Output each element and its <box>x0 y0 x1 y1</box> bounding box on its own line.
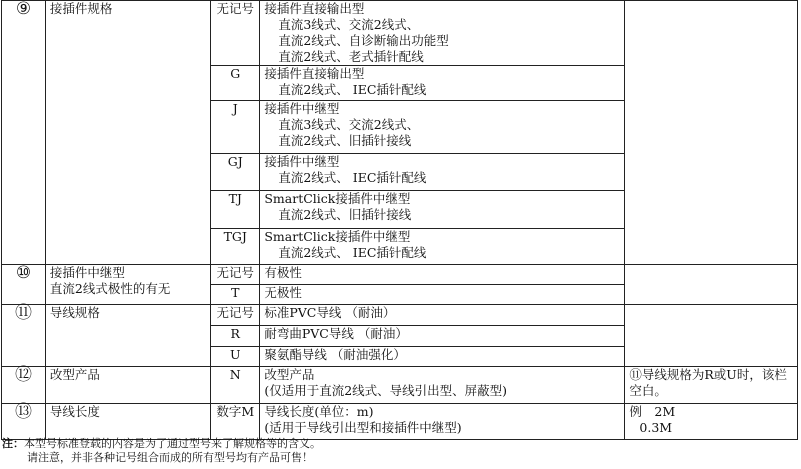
spec-code: TGJ <box>211 229 260 265</box>
spec-remark <box>625 1 798 265</box>
desc-line: 直流2线式、 IEC插针配线 <box>278 82 427 97</box>
desc-line: 接插件中继型 <box>264 101 340 116</box>
desc-line: 直流2线式、自诊断输出功能型 <box>278 33 449 48</box>
spec-name-line: 导线长度 <box>49 404 100 419</box>
spec-description <box>260 285 625 305</box>
spec-name-line: 直流2线式极性的有无 <box>49 281 171 296</box>
desc-line: 接插件中继型 <box>264 154 340 169</box>
desc-line: (适用于导线引出型和接插件中继型) <box>264 420 462 435</box>
spec-name <box>45 265 210 305</box>
table-row <box>2 305 798 326</box>
table-row <box>2 1 798 66</box>
spec-description <box>260 191 625 229</box>
footnote <box>2 437 321 465</box>
spec-description <box>260 66 625 101</box>
spec-description <box>260 347 625 367</box>
desc-line: 直流2线式、 IEC插针配线 <box>278 245 427 260</box>
remark-line: ⑪导线规格为R或U时，该栏 <box>629 367 787 382</box>
desc-line: SmartClick接插件中继型 <box>264 191 411 206</box>
desc-line: 直流2线式、旧插针接线 <box>278 207 412 222</box>
desc-line: 有极性 <box>264 265 302 280</box>
desc-line: 耐弯曲PVC导线 （耐油） <box>264 326 408 341</box>
spec-description <box>260 404 625 440</box>
spec-code: 无记号 <box>211 265 260 285</box>
table-row <box>2 265 798 285</box>
spec-code: 无记号 <box>211 305 260 326</box>
row-number: ⑫ <box>2 367 46 404</box>
desc-line: 直流2线式、老式插针配线 <box>278 49 424 64</box>
desc-line: 直流2线式、旧插针接线 <box>278 133 412 148</box>
spec-name <box>45 404 210 440</box>
desc-line: 直流3线式、交流2线式、 <box>278 117 420 132</box>
spec-code: GJ <box>211 154 260 191</box>
spec-description <box>260 229 625 265</box>
spec-name <box>45 305 210 367</box>
desc-line: 导线长度(单位：m) <box>264 404 374 419</box>
spec-remark <box>625 404 798 440</box>
spec-code: 数字M <box>211 404 260 440</box>
spec-code: N <box>211 367 260 404</box>
spec-name-line: 接插件规格 <box>49 1 113 16</box>
spec-name-line: 接插件中继型 <box>49 265 125 280</box>
desc-line: 标准PVC导线 （耐油） <box>264 305 396 320</box>
desc-line: (仅适用于直流2线式、导线引出型、屏蔽型) <box>264 383 508 398</box>
desc-line: 聚氨酯导线 （耐油强化） <box>264 347 406 362</box>
spec-code: G <box>211 66 260 101</box>
spec-code: R <box>211 326 260 347</box>
spec-remark <box>625 367 798 404</box>
row-number: ⑪ <box>2 305 46 367</box>
model-spec-table <box>1 0 798 440</box>
spec-name-line: 导线规格 <box>49 305 100 320</box>
spec-remark <box>625 305 798 367</box>
spec-description <box>260 101 625 154</box>
spec-remark <box>625 265 798 305</box>
spec-name <box>45 1 210 265</box>
row-number: ⑨ <box>2 1 46 265</box>
footnote-label: 注： <box>2 437 24 450</box>
row-number: ⑬ <box>2 404 46 440</box>
spec-description <box>260 305 625 326</box>
remark-line: 例 2M <box>629 404 676 419</box>
table-row <box>2 367 798 404</box>
desc-line: SmartClick接插件中继型 <box>264 229 411 244</box>
footnote-text: 本型号标准登载的内容是为了通过型号来了解规格等的含义。 <box>24 437 321 450</box>
desc-line: 直流3线式、交流2线式、 <box>278 17 420 32</box>
spec-name-line: 改型产品 <box>49 367 100 382</box>
footnote-line-2: 请注意，并非各种记号组合而成的所有型号均有产品可售！ <box>27 451 313 464</box>
remark-line: 0.3M <box>639 420 673 435</box>
desc-line: 直流2线式、 IEC插针配线 <box>278 170 427 185</box>
desc-line: 接插件直接输出型 <box>264 1 365 16</box>
remark-line: 空白。 <box>629 383 667 398</box>
spec-code: T <box>211 285 260 305</box>
spec-description <box>260 1 625 66</box>
desc-line: 无极性 <box>264 285 302 300</box>
table-row <box>2 404 798 440</box>
footnote-line-1 <box>2 437 321 451</box>
spec-code: 无记号 <box>211 1 260 66</box>
spec-code: TJ <box>211 191 260 229</box>
spec-description <box>260 265 625 285</box>
desc-line: 接插件直接输出型 <box>264 66 365 81</box>
spec-description <box>260 326 625 347</box>
row-number: ⑩ <box>2 265 46 305</box>
spec-code: U <box>211 347 260 367</box>
spec-code: J <box>211 101 260 154</box>
spec-description <box>260 154 625 191</box>
spec-description <box>260 367 625 404</box>
spec-name <box>45 367 210 404</box>
desc-line: 改型产品 <box>264 367 315 382</box>
